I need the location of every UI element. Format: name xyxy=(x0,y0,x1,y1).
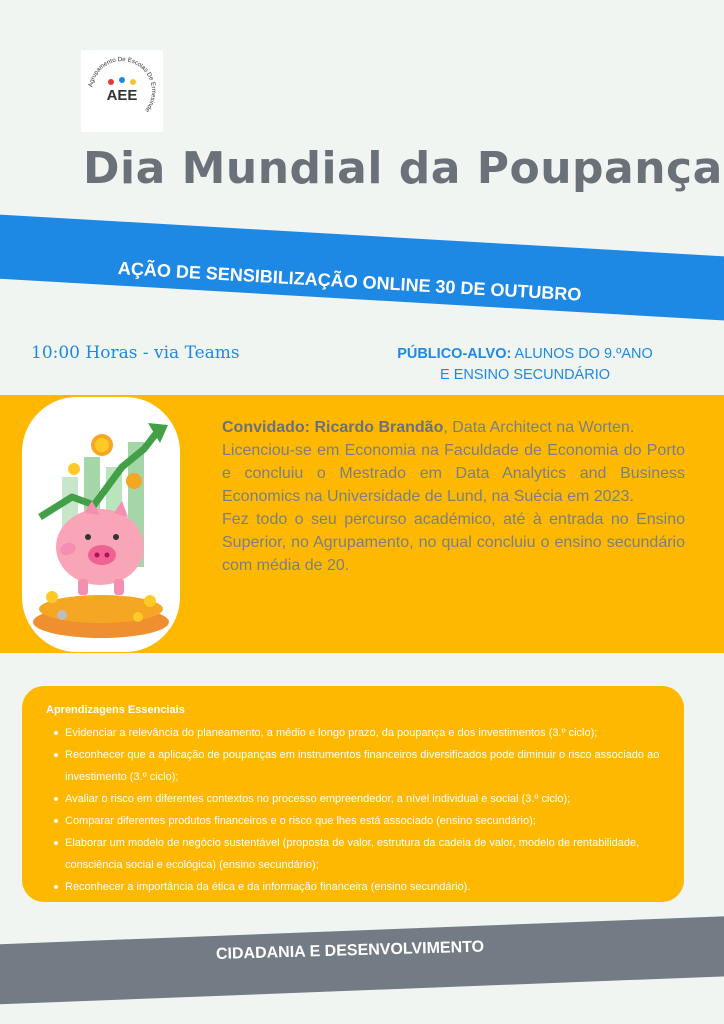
aee-logo-icon xyxy=(81,50,163,132)
schedule-text: 10:00 Horas - via Teams xyxy=(31,343,240,363)
list-item: Elaborar um modelo de negócio sustentável (proposta de valor, estrutura da cadeia de valor, modelo de rentabilidade, consciência social e ecológica) (ensino secundário); xyxy=(46,832,662,876)
learning-list xyxy=(46,722,662,898)
list-item: Evidenciar a relevância do planeamento, a médio e longo prazo, da poupança e dos investimentos (3.º ciclo); xyxy=(46,722,662,744)
footer-text: CIDADANIA E DESENVOLVIMENTO xyxy=(215,938,485,963)
footer-band xyxy=(0,915,724,1005)
piggy-bank-image xyxy=(22,397,180,652)
banner-text: AÇÃO DE SENSIBILIZAÇÃO ONLINE 30 DE OUTUBRO xyxy=(117,258,582,305)
target-audience xyxy=(380,344,670,386)
svg-text:Agrupamento De Escolas De Erme xyxy=(87,56,157,114)
learning-box xyxy=(22,686,684,902)
list-item: Reconhecer a importância da ética e da informação financeira (ensino secundário). xyxy=(46,876,662,898)
list-item: Comparar diferentes produtos financeiros e o risco que lhes está associado (ensino secundário); xyxy=(46,810,662,832)
logo-ring-text: Agrupamento De Escolas De Ermesinde xyxy=(87,55,158,114)
logo-initials: AEE xyxy=(106,87,138,104)
guest-intro xyxy=(222,416,685,439)
guest-education: Licenciou-se em Economia na Faculdade de Economia do Porto e concluiu o Mestrado em Data Analytics and Business Economics na Universidade de Lund, na Suécia em 2023. xyxy=(222,442,685,505)
list-item: Reconhecer que a aplicação de poupanças em instrumentos financeiros diversificados pode diminuir o risco associado ao investimento (3.º ciclo); xyxy=(46,744,662,788)
guest-name: Convidado: Ricardo Brandão xyxy=(222,419,444,436)
school-logo xyxy=(81,50,163,132)
guest-bio xyxy=(222,416,685,577)
audience-line1: ALUNOS DO 9.ºANO xyxy=(514,346,653,362)
piggy-bank-icon xyxy=(22,397,180,652)
learning-title: Aprendizagens Essenciais xyxy=(46,704,185,716)
guest-background: Fez todo o seu percurso académico, até à entrada no Ensino Superior, no Agrupamento, no qual concluiu o ensino secundário com média de 20. xyxy=(222,511,685,574)
page-title: Dia Mundial da Poupança xyxy=(83,143,723,194)
audience-line2: E ENSINO SECUNDÁRIO xyxy=(440,367,610,383)
audience-label: PÚBLICO-ALVO: xyxy=(397,346,512,362)
guest-role: , Data Architect na Worten. xyxy=(443,419,635,436)
list-item: Avaliar o risco em diferentes contextos no processo empreendedor, a nível individual e social (3.º ciclo); xyxy=(46,788,662,810)
